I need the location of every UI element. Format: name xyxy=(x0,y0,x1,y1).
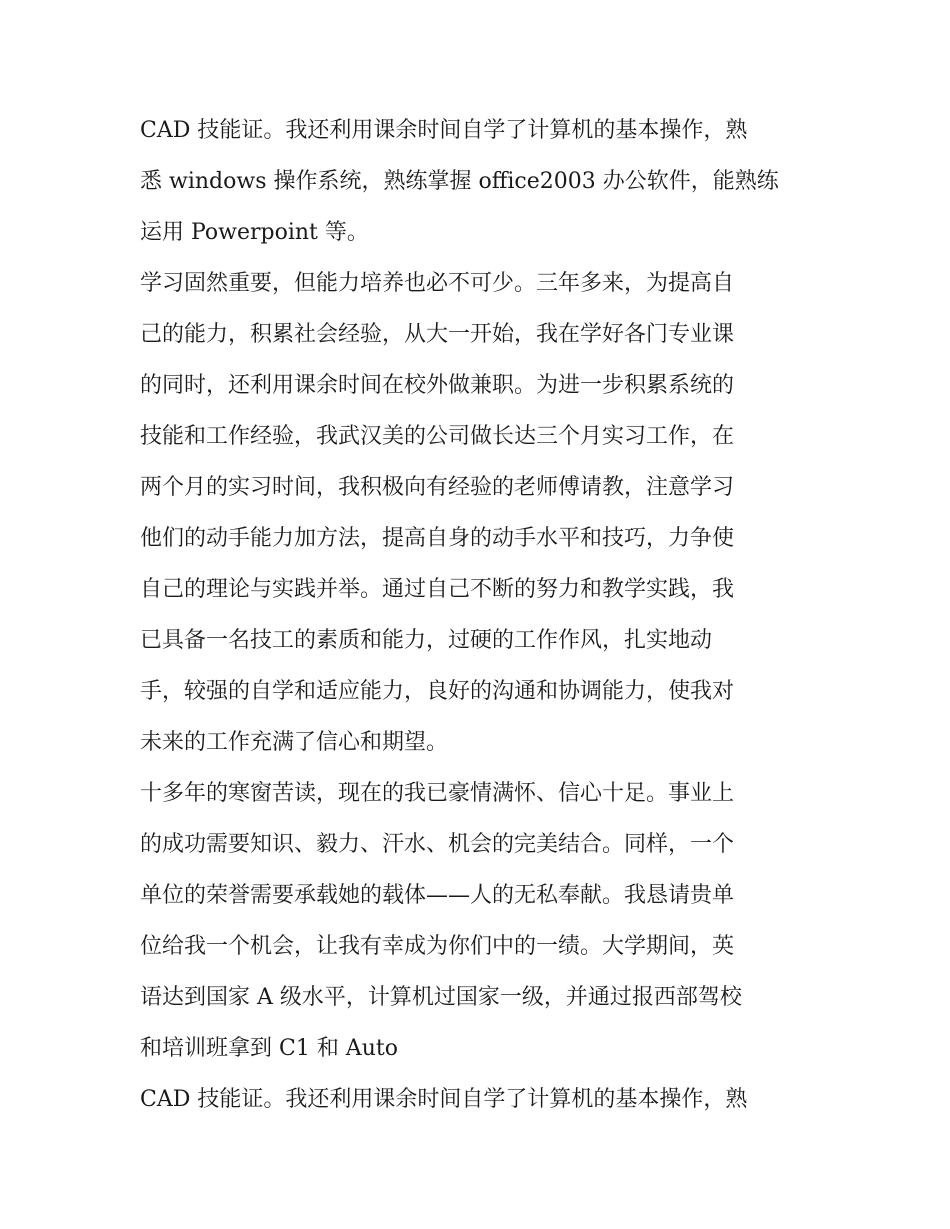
text-line: 手，较强的自学和适应能力，良好的沟通和协调能力，使我对 xyxy=(140,679,735,704)
text-line: 己的能力，积累社会经验，从大一开始，我在学好各门专业课 xyxy=(140,322,735,347)
text-line: 十多年的寒窗苦读，现在的我已豪情满怀、信心十足。事业上 xyxy=(140,781,735,806)
document-body xyxy=(140,105,820,1125)
text-line: CAD 技能证。我还利用课余时间自学了计算机的基本操作，熟 xyxy=(140,118,748,143)
text-line: 技能和工作经验，我武汉美的公司做长达三个月实习工作，在 xyxy=(140,424,735,449)
text-line: CAD 技能证。我还利用课余时间自学了计算机的基本操作，熟 xyxy=(140,1087,748,1112)
text-line: 语达到国家 A 级水平，计算机过国家一级，并通过报西部驾校 xyxy=(140,985,742,1010)
text-line: 的成功需要知识、毅力、汗水、机会的完美结合。同样，一个 xyxy=(140,832,735,857)
text-line: 悉 windows 操作系统，熟练掌握 office2003 办公软件，能熟练 xyxy=(140,169,779,194)
text-line: 未来的工作充满了信心和期望。 xyxy=(140,730,449,755)
text-line: 单位的荣誉需要承载她的载体——人的无私奉献。我恳请贵单 xyxy=(140,883,735,908)
text-line: 位给我一个机会，让我有幸成为你们中的一绩。大学期间，英 xyxy=(140,934,735,959)
text-line: 他们的动手能力加方法，提高自身的动手水平和技巧，力争使 xyxy=(140,526,735,551)
text-line: 学习固然重要，但能力培养也必不可少。三年多来，为提高自 xyxy=(140,271,735,296)
text-line: 运用 Powerpoint 等。 xyxy=(140,220,369,245)
text-line: 和培训班拿到 C1 和 Auto xyxy=(140,1036,398,1061)
text-line: 已具备一名技工的素质和能力，过硬的工作作风，扎实地动 xyxy=(140,628,713,653)
text-line: 的同时，还利用课余时间在校外做兼职。为进一步积累系统的 xyxy=(140,373,735,398)
text-line: 两个月的实习时间，我积极向有经验的老师傅请教，注意学习 xyxy=(140,475,735,500)
text-line: 自己的理论与实践并举。通过自己不断的努力和教学实践，我 xyxy=(140,577,735,602)
